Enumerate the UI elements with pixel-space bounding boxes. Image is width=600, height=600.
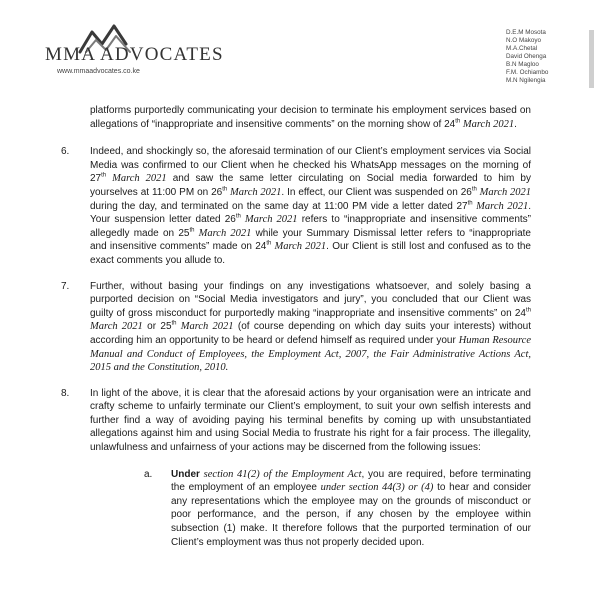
italic-text: March 2021 — [472, 200, 529, 212]
page-edge-mark — [589, 30, 594, 88]
partner-name: D.E.M Mosota — [506, 29, 546, 36]
text-run: during the day, and terminated on the same day at 11:00 PM vide a letter dated 27 — [90, 200, 468, 212]
partner-name: David Ohenga — [506, 53, 547, 60]
letter-body — [61, 104, 531, 561]
ordinal-suffix: th — [266, 241, 272, 248]
firm-website: www.mmaadvocates.co.ke — [57, 68, 140, 75]
subparagraph-text — [171, 469, 531, 548]
italic-text: under section 44(3) or (4) — [320, 482, 434, 494]
italic-text: March 2021 — [240, 214, 298, 226]
italic-text: March 2021 — [460, 118, 515, 130]
text-run: Further, without basing your findings on any investigations whatsoever, and solely basing a purported decision on “Social Media investigators and jury”, you concluded that our Client was guilty of gross misconduct for purportedly making “inappropriate and insensitive comments” on 24 — [90, 280, 531, 319]
ordinal-suffix: th — [467, 200, 473, 207]
paragraph-8 — [61, 387, 531, 550]
ordinal-suffix: th — [222, 186, 228, 193]
paragraph-6 — [61, 145, 531, 267]
ordinal-suffix: th — [455, 118, 461, 125]
partners-list — [506, 29, 548, 85]
italic-text: March 2021 — [227, 186, 282, 198]
partner-name: F.M. Ochiambo — [506, 69, 549, 76]
paragraph-5-continuation — [61, 104, 531, 131]
text-run: or 25 — [142, 321, 172, 333]
subparagraph-letter: a. — [144, 468, 153, 480]
ordinal-suffix: th — [171, 320, 177, 327]
bold-text: Under — [171, 468, 204, 480]
text-run: to hear and consider any representations which the employee may on the grounds of misconduct or poor performance, and the person, if any chosen by the employee within subsection (1) make. It therefore follows that the purported termination of our Client’s employment was thus not properly decided upon. — [171, 482, 532, 548]
italic-text: March 2021 — [194, 227, 252, 239]
paragraph-number: 6. — [61, 146, 70, 158]
text-run: . In effect, our Client was suspended on 26 — [281, 186, 472, 198]
text-run: . Your suspension letter dated 26 — [90, 200, 532, 226]
text-run: . — [514, 118, 517, 130]
paragraph-number: 8. — [61, 387, 70, 399]
text-run: and saw the same letter circulating on Social media forwarded to him by yourselves at 11:00 PM on 26 — [90, 173, 531, 198]
partner-name: M.N Ngilengia — [506, 77, 546, 84]
text-run: Indeed, and shockingly so, the aforesaid termination of our Client’s employment services via Social Media was confirmed to our Client when he checked his WhatsApp messages on the morning of 27 — [90, 146, 531, 185]
paragraph-7 — [61, 280, 531, 375]
italic-text: March 2021 — [476, 186, 531, 198]
text-run: , you are required, before terminating the employment of an employee — [171, 468, 531, 494]
subparagraph-a — [90, 468, 531, 550]
paragraph-text — [90, 281, 531, 374]
italic-text: March 2021 — [176, 321, 234, 333]
text-run: while your Summary Dismissal letter refers to “inappropriate and insensitive comments” made on 24 — [90, 227, 531, 253]
text-run: (of course depending on which day suits your interests) without according him an opportunity to be heard or defend himself as required under your — [90, 321, 531, 346]
ordinal-suffix: th — [471, 186, 477, 193]
paragraph-number: 7. — [61, 280, 70, 292]
partner-name: M.A.Chetal — [506, 45, 538, 52]
italic-text: March 2021 — [271, 241, 327, 253]
italic-text: March 2021 — [90, 321, 143, 333]
firm-name: MMA ADVOCATES — [45, 44, 224, 65]
italic-text: Human Resource Manual and Conduct of Employees, the Employment Act, 2007, the Fair Administrative Actions Act, 2015 and the Constitution, 2010. — [90, 334, 531, 374]
ordinal-suffix: th — [101, 173, 107, 180]
text-run: refers to “inappropriate and insensitive comments” allegedly made on 25 — [90, 214, 531, 239]
paragraph-text — [90, 388, 531, 453]
ordinal-suffix: th — [235, 213, 241, 220]
text-run: In light of the above, it is clear that the aforesaid actions by your organisation were an intricate and crafty scheme to unfairly terminate our Client’s employment, to suit your own selfish interests and further find a way of avoiding paying his terminal benefits by coming up with unsubstantiated allegations against him and using Social Media to frustrate his right for a fair process. The illegality, unlawfulness and unfairness of your actions may be discerned from the following issues: — [90, 387, 531, 454]
paragraph-text — [90, 146, 531, 266]
italic-text: section 41(2) of the Employment Act — [203, 468, 362, 480]
text-run: platforms purportedly communicating your decision to terminate his employment services based on allegations of “inappropriate and insensitive comments” on the morning show of 24 — [90, 105, 531, 130]
partner-name: N.O Makoyo — [506, 37, 541, 44]
italic-text: March 2021 — [106, 173, 167, 185]
ordinal-suffix: th — [189, 227, 195, 234]
text-run: . Our Client is still lost and confused as to the exact comments you allude to. — [90, 241, 531, 266]
partner-name: B.N Magloo — [506, 61, 539, 68]
ordinal-suffix: th — [525, 307, 531, 314]
